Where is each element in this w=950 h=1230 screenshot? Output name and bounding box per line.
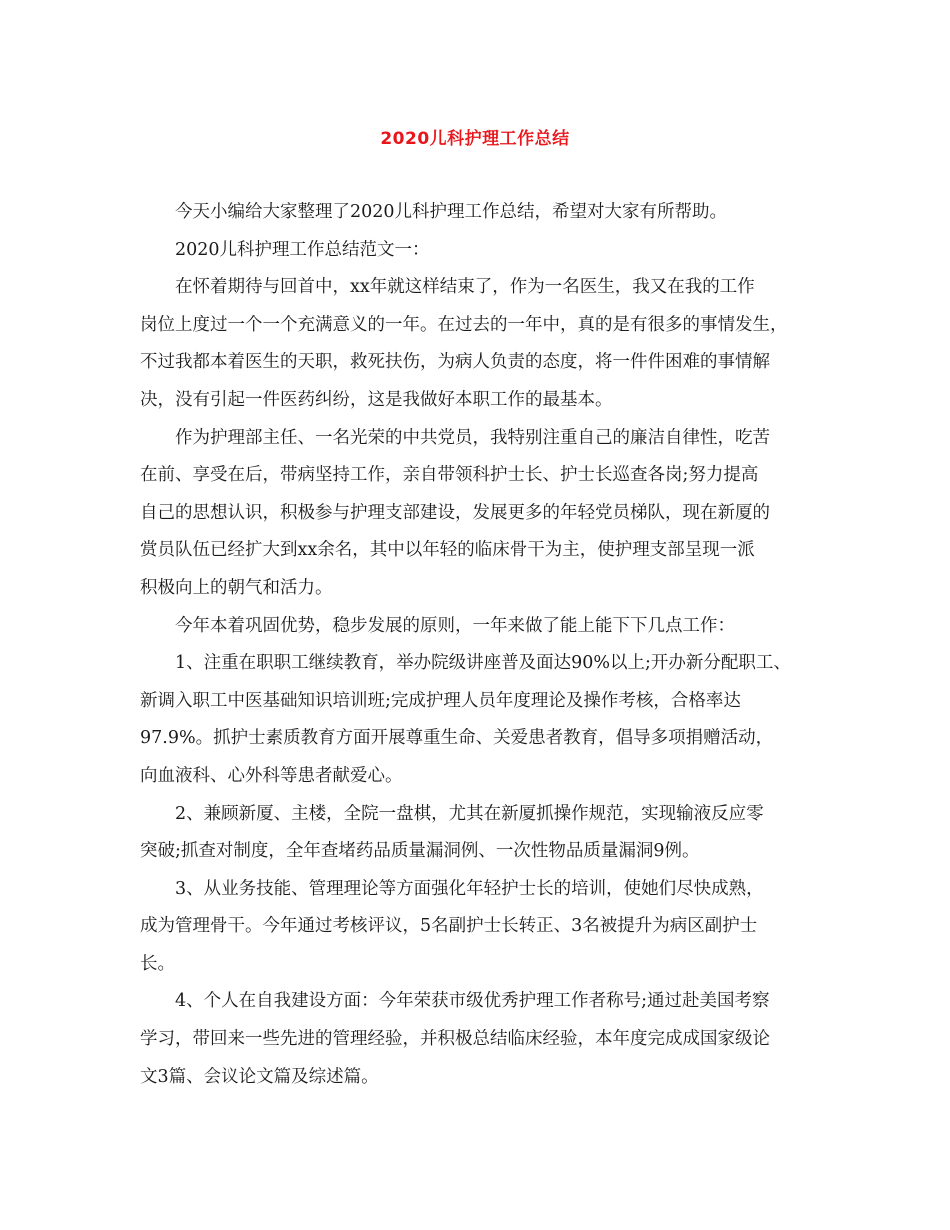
text-line: 今年本着巩固优势，稳步发展的原则，一年来做了能上能下下几点工作： bbox=[175, 615, 735, 636]
text-line: 新调入职工中医基础知识培训班;完成护理人员年度理论及操作考核，合格率达 bbox=[140, 690, 741, 711]
text-line: 赏员队伍已经扩大到xx余名，其中以年轻的临床骨干为主，使护理支部呈现一派 bbox=[140, 540, 755, 561]
text-line: 在怀着期待与回首中，xx年就这样结束了，作为一名医生，我又在我的工作 bbox=[175, 277, 755, 298]
text-line: 97.9%。抓护士素质教育方面开展尊重生命、关爱患者教育，倡导多项捐赠活动， bbox=[140, 728, 774, 749]
document-title: 2020儿科护理工作总结 bbox=[380, 129, 570, 149]
text-line: 向血液科、心外科等患者献爱心。 bbox=[140, 765, 403, 786]
text-line: 积极向上的朝气和活力。 bbox=[140, 577, 333, 598]
text-line: 成为管理骨干。今年通过考核评议，5名副护士长转正、3名被提升为病区副护士 bbox=[140, 916, 758, 937]
text-line: 长。 bbox=[140, 953, 175, 974]
text-line: 不过我都本着医生的天职，救死扶伤，为病人负责的态度，将一件件困难的事情解 bbox=[140, 352, 770, 373]
text-line: 在前、享受在后，带病坚持工作，亲自带领科护士长、护士长巡查各岗;努力提高 bbox=[140, 465, 759, 486]
text-line: 学习，带回来一些先进的管理经验，并积极总结临床经验，本年度完成成国家级论 bbox=[140, 1029, 770, 1050]
text-line: 2、兼顾新厦、主楼，全院一盘棋，尤其在新厦抓操作规范，实现输液反应零 bbox=[175, 803, 764, 824]
text-line: 4、个人在自我建设方面：今年荣获市级优秀护理工作者称号;通过赴美国考察 bbox=[175, 991, 770, 1012]
text-line: 突破;抓查对制度，全年查堵药品质量漏洞例、一次性物品质量漏洞9例。 bbox=[140, 841, 700, 862]
text-line: 今天小编给大家整理了2020儿科护理工作总结，希望对大家有所帮助。 bbox=[175, 202, 728, 222]
text-line: 2020儿科护理工作总结范文一： bbox=[175, 239, 430, 260]
text-line: 岗位上度过一个一个充满意义的一年。在过去的一年中，真的是有很多的事情发生， bbox=[140, 314, 788, 335]
text-line: 自己的思想认识，积极参与护理支部建设，发展更多的年轻党员梯队，现在新厦的 bbox=[140, 502, 770, 523]
document-body bbox=[140, 194, 815, 1096]
text-line: 3、从业务技能、管理理论等方面强化年轻护士长的培训，使她们尽快成熟， bbox=[175, 878, 764, 899]
text-line: 1、注重在职职工继续教育，举办院级讲座普及面达90%以上;开办新分配职工、 bbox=[175, 653, 791, 674]
text-line: 文3篇、会议论文篇及综述篇。 bbox=[140, 1066, 379, 1087]
text-line: 作为护理部主任、一名光荣的中共党员，我特别注重自己的廉洁自律性，吃苦 bbox=[175, 427, 770, 448]
text-line: 决，没有引起一件医药纠纷，这是我做好本职工作的最基本。 bbox=[140, 389, 613, 410]
